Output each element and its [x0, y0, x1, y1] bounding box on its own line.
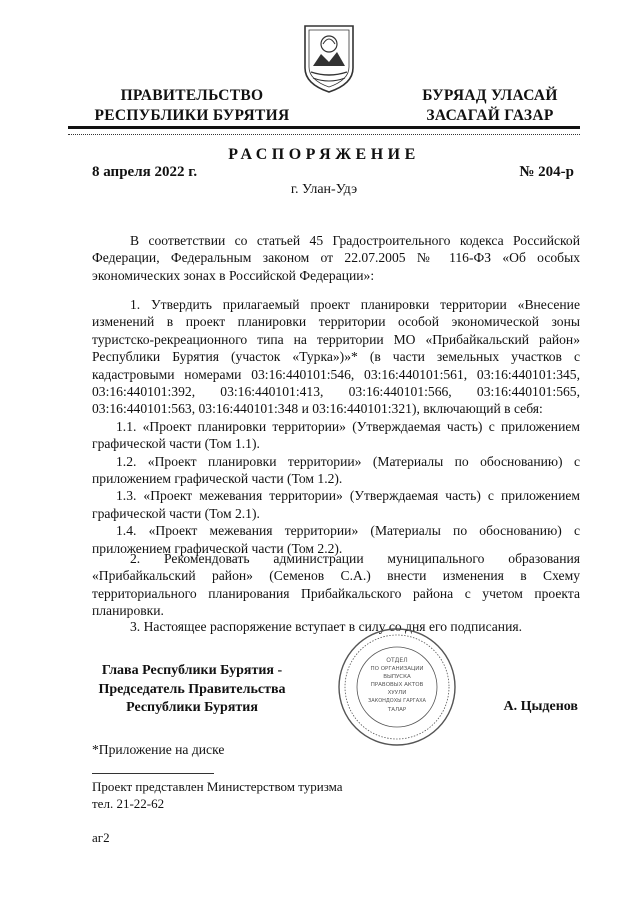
document-number: № 204-р	[519, 164, 574, 180]
subitem-1-1: 1.1. «Проект планировки территории» (Утверждаемая часть) с приложением графической части (Том 1.1).	[92, 418, 580, 452]
official-stamp	[336, 626, 458, 748]
subitem-1-3: 1.3. «Проект межевания территории» (Утверждаемая часть) с приложением графической части (Том 2.1).	[92, 488, 580, 521]
document-title: РАСПОРЯЖЕНИЕ	[228, 146, 420, 163]
footer-block	[92, 778, 343, 812]
document-city: г. Улан-Удэ	[290, 182, 358, 197]
header-divider	[68, 126, 580, 129]
stamp-line-7: ТАЛАР	[387, 707, 407, 713]
stamp-line-1: ОТДЕЛ	[386, 657, 408, 664]
stamp-line-5: ХУУЛИ	[387, 690, 407, 696]
footer-divider	[92, 773, 214, 774]
preamble-block	[92, 232, 580, 284]
stamp-line-4: ПРАВОВЫХ АКТОВ	[370, 682, 424, 688]
stamp-line-3: ВЫПУСКА	[383, 674, 411, 680]
header-right-line1: БУРЯАД УЛАСАЙ	[422, 87, 558, 104]
header-right	[400, 86, 580, 126]
attachment-note: *Приложение на диске	[92, 742, 225, 757]
coat-of-arms-icon	[299, 22, 359, 94]
signatory-position	[92, 662, 292, 718]
header-dotted-divider	[68, 134, 580, 135]
header-left-line1: ПРАВИТЕЛЬСТВО	[120, 87, 264, 104]
footer-line1: Проект представлен Министерством туризма	[92, 779, 343, 794]
item3-text: 3. Настоящее распоряжение вступает в силу со дня его подписания.	[130, 619, 523, 634]
signatory-position-line3: Республики Бурятия	[126, 700, 258, 715]
signatory-name: А. Цыденов	[503, 699, 578, 714]
signatory-position-line2: Председатель Правительства	[98, 681, 286, 697]
header-left	[92, 86, 292, 126]
item1-block	[92, 296, 580, 557]
item2-text: 2. Рекомендовать администрации муниципального образования «Прибайкальский район» (Семенов С.А.) внести изменения в Схему территориального планирования Прибайкальского района с учетом проекта планировки.	[92, 551, 580, 619]
item1-text: 1. Утвердить прилагаемый проект планировки территории «Внесение изменений в проект планировки территории особой экономической зоны туристско-рекреационного типа на территории МО «Прибайкальский район» Республики Бурятия (участок «Турка»)»* (в части земельных участков с кадастровыми номерами 03:16:440101:546, 03:16:440101:561, 03:16:440101:345, 03:16:440101:392, 03:16:440101:413, 03:16:440101:566, 03:16:440101:565, 03:16:440101:563, 03:16:440101:348 и 03:16:440101:321), включающий в себя:	[92, 297, 580, 417]
item2-block	[92, 550, 580, 620]
header-right-line2: ЗАСАГАЙ ГАЗАР	[426, 107, 554, 124]
stamp-line-6: ЗАКОНДОХЫ ГАРГАХА	[368, 698, 426, 704]
signatory-position-line1: Глава Республики Бурятия -	[101, 663, 283, 678]
footer-line2: тел. 21-22-62	[92, 796, 165, 811]
subitem-1-4: 1.4. «Проект межевания территории» (Материалы по обоснованию) с приложением графической части (Том 2.2).	[92, 523, 580, 556]
footer-code: аг2	[92, 830, 110, 845]
preamble-text: В соответствии со статьей 45 Градостроительного кодекса Российской Федерации, Федеральным законом от 22.07.2005 № 116-ФЗ «Об особых экономических зонах в Российской Федерации»:	[92, 233, 580, 283]
header-left-line2: РЕСПУБЛИКИ БУРЯТИЯ	[94, 107, 290, 124]
stamp-line-2: ПО ОРГАНИЗАЦИИ	[370, 666, 424, 672]
subitem-1-2: 1.2. «Проект планировки территории» (Материалы по обоснованию) с приложением графической части (Том 1.2).	[92, 453, 580, 487]
document-date: 8 апреля 2022 г.	[92, 164, 198, 180]
